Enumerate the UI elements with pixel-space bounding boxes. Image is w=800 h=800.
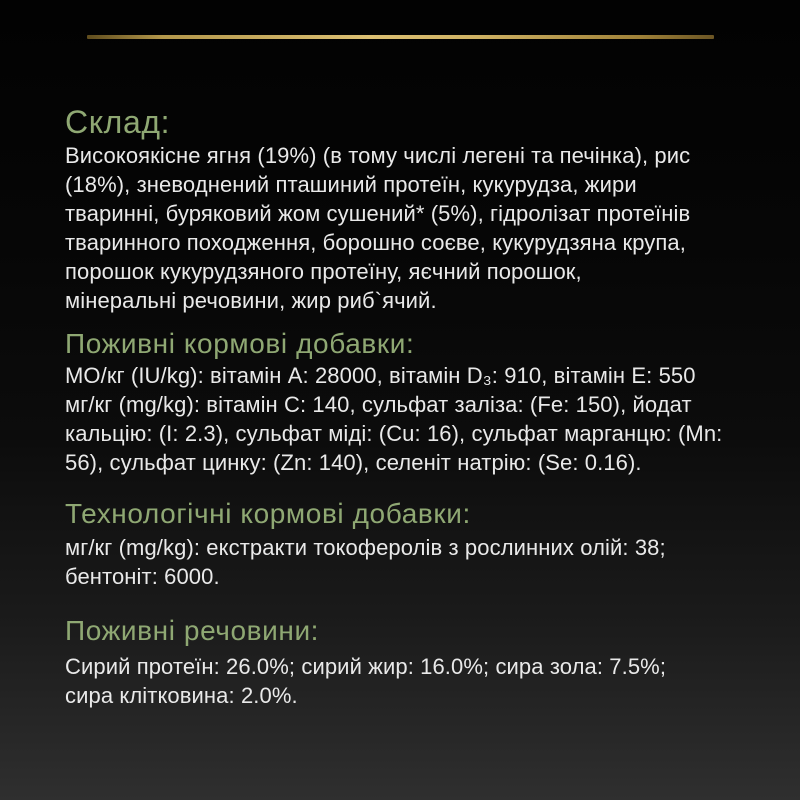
nutrients-text [65, 652, 765, 710]
nutrients-heading: Поживні речовини: [65, 615, 320, 646]
technological-additives-line: мг/кг (mg/kg): екстракти токоферолів з рослинних олій: 38; [65, 535, 666, 560]
nutritional-additives-line: мг/кг (mg/kg): вітамін C: 140, сульфат заліза: (Fe: 150), йодат [65, 392, 692, 417]
section-nutritional-additives [65, 327, 765, 477]
nutrients-line: Сирий протеїн: 26.0%; сирий жир: 16.0%; сира зола: 7.5%; [65, 654, 667, 679]
nutritional-additives-text [65, 361, 765, 477]
gold-divider-line [87, 35, 714, 39]
section-nutrients [65, 614, 765, 710]
technological-additives-text [65, 533, 765, 591]
nutrients-line: сира клітковина: 2.0%. [65, 683, 298, 708]
composition-line: Високоякісне ягня (19%) (в тому числі легені та печінка), рис [65, 143, 691, 168]
composition-line: (18%), зневоднений пташиний протеїн, кукурудза, жири [65, 172, 637, 197]
composition-line: порошок кукурудзяного протеїну, яєчний порошок, [65, 259, 582, 284]
composition-line: мінеральні речовини, жир риб`ячий. [65, 288, 437, 313]
composition-line: тваринного походження, борошно соєве, кукурудзяна крупа, [65, 230, 686, 255]
nutritional-additives-heading: Поживні кормові добавки: [65, 328, 415, 359]
nutritional-additives-line: МО/кг (IU/kg): вітамін A: 28000, вітамін D₃: 910, вітамін E: 550 [65, 363, 696, 388]
technological-additives-line: бентоніт: 6000. [65, 564, 220, 589]
nutritional-additives-line: кальцію: (I: 2.3), сульфат міді: (Cu: 16), сульфат марганцю: (Mn: [65, 421, 723, 446]
technological-additives-heading: Технологічні кормові добавки: [65, 498, 471, 529]
section-composition [65, 103, 765, 315]
section-technological-additives [65, 497, 765, 591]
composition-text [65, 141, 765, 315]
composition-heading: Склад: [65, 104, 171, 140]
composition-line: тваринні, буряковий жом сушений* (5%), гідролізат протеїнів [65, 201, 691, 226]
nutritional-additives-line: 56), сульфат цинку: (Zn: 140), селеніт натрію: (Se: 0.16). [65, 450, 642, 475]
